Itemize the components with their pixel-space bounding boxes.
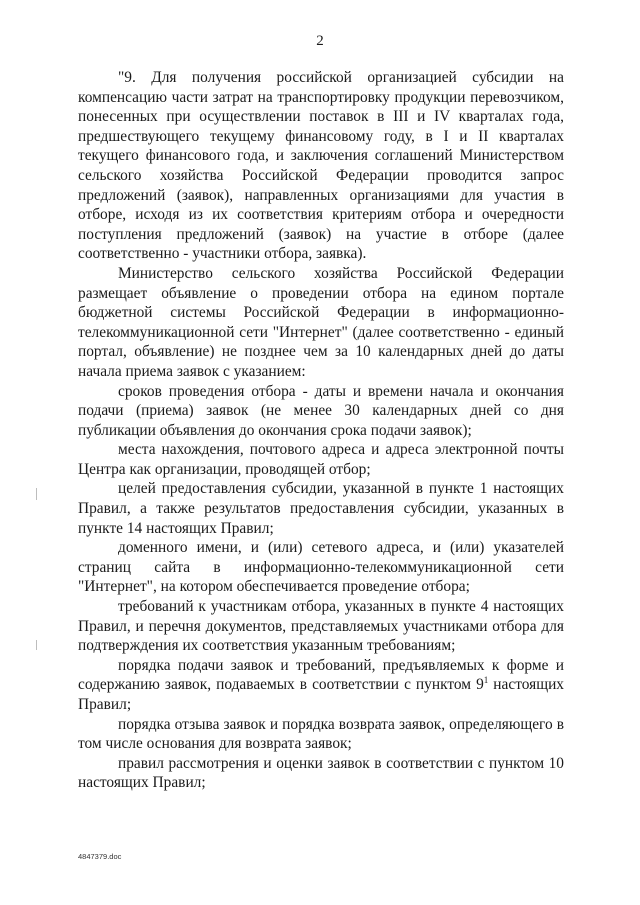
- paragraph-text: порядка подачи заявок и требований, предъявляемых к форме и содержанию заявок, подаваемых в соответствии с пунктом 9: [78, 656, 564, 694]
- document-body: [78, 68, 564, 793]
- paragraph-deadlines: сроков проведения отбора - даты и времени начала и окончания подачи (приема) заявок (не менее 30 календарных дней со дня публикации объявления до окончания срока подачи заявок);: [78, 382, 564, 439]
- page-number: 2: [316, 33, 324, 49]
- paragraph-9-intro: "9. Для получения российской организацией субсидии на компенсацию части затрат на транспортировку продукции перевозчиком, понесенных при осуществлении поставок в III и IV кварталах года, предшествующего текущему финансовому году, в I и II кварталах текущего финансового года, и заключения соглашений Министерством сельского хозяйства Российской Федерации проводится запрос предложений (заявок), направленных организациями для участия в отборе, исходя из их соответствия критериям отбора и очередности поступления предложений (заявок) на участие в отборе (далее соответственно - участники отбора, заявка).: [78, 69, 564, 263]
- paragraph-requirements: требований к участникам отбора, указанных в пункте 4 настоящих Правил, и перечня документов, представляемых участниками отбора для подтверждения их соответствия указанным требованиям;: [78, 598, 564, 655]
- footer-filename: 4847379.doc: [78, 852, 122, 861]
- paragraph-evaluation: правил рассмотрения и оценки заявок в соответствии с пунктом 10 настоящих Правил;: [78, 754, 564, 792]
- margin-mark: [36, 640, 37, 650]
- paragraph-submission-rules: [78, 656, 564, 715]
- paragraph-goals: целей предоставления субсидии, указанной в пункте 1 настоящих Правил, а также результатов предоставления субсидии, указанных в пункте 14 настоящих Правил;: [78, 480, 564, 537]
- paragraph-announcement: Министерство сельского хозяйства Российской Федерации размещает объявление о проведении отбора на едином портале бюджетной системы Российской Федерации в информационно-телекоммуникационной сети "Интернет" (далее соответственно - единый портал, объявление) не позднее чем за 10 календарных дней до даты начала приема заявок с указанием:: [78, 264, 564, 380]
- superscript: 1: [483, 675, 489, 686]
- paragraph-location: места нахождения, почтового адреса и адреса электронной почты Центра как организации, проводящей отбор;: [78, 441, 564, 478]
- paragraph-domain: доменного имени, и (или) сетевого адреса, и (или) указателей страниц сайта в информационно-телекоммуникационной сети "Интернет", на котором обеспечивается проведение отбора;: [78, 539, 564, 596]
- paragraph-text: настоящих Правил;: [78, 676, 564, 713]
- paragraph-withdrawal: порядка отзыва заявок и порядка возврата заявок, определяющего в том числе основания для возврата заявок;: [78, 715, 564, 753]
- margin-mark: [36, 488, 37, 500]
